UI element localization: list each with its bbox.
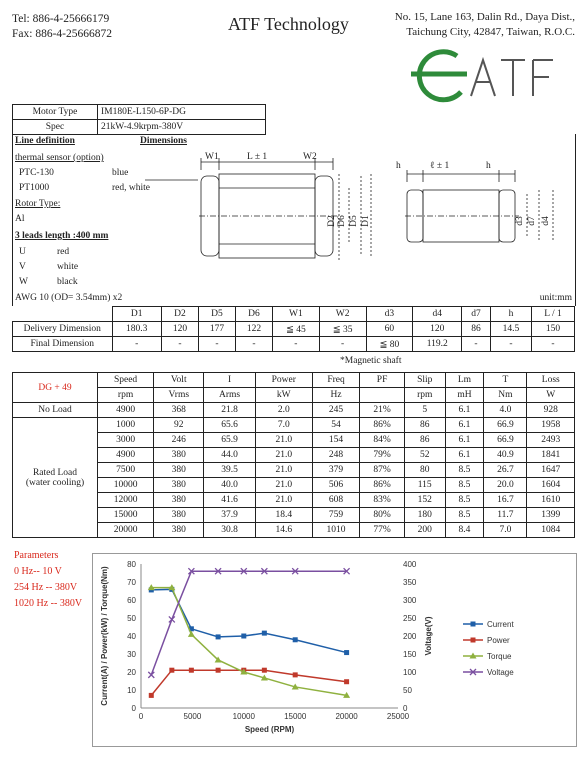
y-tick-label: 40 xyxy=(127,632,136,641)
no-load-label: No Load xyxy=(13,403,98,418)
dim-cell: 150 xyxy=(532,322,575,337)
perf-header-7: Lm xyxy=(445,373,484,388)
rotor-type-value: Al xyxy=(15,214,25,224)
perf-cell: 83% xyxy=(360,493,405,508)
y2-tick-label: 0 xyxy=(403,704,408,713)
y-tick-label: 10 xyxy=(127,686,136,695)
perf-cell: 380 xyxy=(154,508,204,523)
legend-marker xyxy=(471,622,476,627)
perf-unit-4: Hz xyxy=(312,388,359,403)
perf-cell: 26.7 xyxy=(484,463,527,478)
perf-cell: 248 xyxy=(312,448,359,463)
data-point xyxy=(344,650,349,655)
data-point xyxy=(169,668,174,673)
y-tick-label: 50 xyxy=(127,614,136,623)
dim-header-9: h xyxy=(490,307,531,322)
perf-units-row xyxy=(13,388,575,403)
perf-cell: 11.7 xyxy=(484,508,527,523)
dim-w1: W1 xyxy=(205,152,219,162)
data-point xyxy=(293,637,298,642)
perf-cell: 759 xyxy=(312,508,359,523)
lead-u: U xyxy=(19,247,26,257)
perf-cell: 44.0 xyxy=(204,448,255,463)
atf-logo xyxy=(405,44,560,106)
perf-cell: 1841 xyxy=(527,448,575,463)
perf-cell: 180 xyxy=(404,508,445,523)
perf-cell: 2.0 xyxy=(255,403,312,418)
model-label: DG + 49 xyxy=(13,373,98,403)
dim-cell: 119.2 xyxy=(413,337,462,352)
dim-cell: ≦ 80 xyxy=(366,337,413,352)
lead-u-color: red xyxy=(57,247,70,257)
perf-cell: 1647 xyxy=(527,463,575,478)
perf-cell: 14.6 xyxy=(255,523,312,538)
dim-row-label: Delivery Dimension xyxy=(13,322,113,337)
rated-load-row xyxy=(13,493,575,508)
y-tick-label: 0 xyxy=(131,704,136,713)
ptc-color: blue xyxy=(112,168,129,178)
perf-cell: 7500 xyxy=(98,463,154,478)
perf-cell: 18.4 xyxy=(255,508,312,523)
unit-note: unit:mm xyxy=(539,293,572,303)
y2-tick-label: 100 xyxy=(403,668,417,677)
perf-cell: 1399 xyxy=(527,508,575,523)
perf-cell: 20000 xyxy=(98,523,154,538)
perf-cell: 84% xyxy=(360,433,405,448)
perf-header-9: Loss xyxy=(527,373,575,388)
perf-cell: 8.5 xyxy=(445,478,484,493)
rated-load-row xyxy=(13,508,575,523)
y2-tick-label: 250 xyxy=(403,614,417,623)
perf-header-6: Slip xyxy=(404,373,445,388)
dim-cell: 14.5 xyxy=(490,322,531,337)
legend-label: Torque xyxy=(487,652,512,661)
dim-cell: - xyxy=(532,337,575,352)
perf-cell: 41.6 xyxy=(204,493,255,508)
data-point xyxy=(216,634,221,639)
perf-cell: 380 xyxy=(154,478,204,493)
dim-cell: ≦ 45 xyxy=(272,322,319,337)
dim-cell: - xyxy=(490,337,531,352)
data-point xyxy=(293,672,298,677)
param-line-3: 1020 Hz -- 380V xyxy=(14,598,83,609)
dim-cell: - xyxy=(319,337,366,352)
legend-label: Power xyxy=(487,636,510,645)
ptc-label: PTC-130 xyxy=(19,168,54,178)
y2-tick-label: 400 xyxy=(403,560,417,569)
y2-tick-label: 200 xyxy=(403,632,417,641)
perf-header-8: T xyxy=(484,373,527,388)
perf-unit-5 xyxy=(360,388,405,403)
perf-cell: 380 xyxy=(154,523,204,538)
dimensions-title: Dimensions xyxy=(140,136,187,146)
perf-cell: 1604 xyxy=(527,478,575,493)
perf-cell: 4.0 xyxy=(484,403,527,418)
perf-header-1: Volt xyxy=(154,373,204,388)
perf-cell: 6.1 xyxy=(445,448,484,463)
dim-cell: 60 xyxy=(366,322,413,337)
lead-w: W xyxy=(19,277,28,287)
dim-header-0: D1 xyxy=(112,307,161,322)
y-tick-label: 70 xyxy=(127,578,136,587)
dim-cell: ≦ 35 xyxy=(319,322,366,337)
perf-header-3: Power xyxy=(255,373,312,388)
dim-row xyxy=(13,322,575,337)
perf-cell: 21.0 xyxy=(255,478,312,493)
dim-small-l: ℓ ± 1 xyxy=(430,161,450,171)
perf-cell: 8.5 xyxy=(445,463,484,478)
no-load-row xyxy=(13,403,575,418)
y-axis-title: Current(A) / Power(kW) / Torque(Nm) xyxy=(100,566,109,706)
x-axis-title: Speed (RPM) xyxy=(244,725,295,734)
dim-cell: - xyxy=(272,337,319,352)
lead-v: V xyxy=(19,262,26,272)
data-point xyxy=(149,693,154,698)
line-definition-title: Line definition xyxy=(15,136,75,146)
rated-load-label xyxy=(13,418,98,538)
dim-d7: d7 xyxy=(526,216,537,226)
perf-cell: 4900 xyxy=(98,448,154,463)
dim-cell: 180.3 xyxy=(112,322,161,337)
y-tick-label: 60 xyxy=(127,596,136,605)
perf-cell: 52 xyxy=(404,448,445,463)
lead-v-color: white xyxy=(57,262,79,272)
perf-cell: 21.0 xyxy=(255,463,312,478)
dim-cell: - xyxy=(161,337,198,352)
data-point xyxy=(189,668,194,673)
rated-load-row xyxy=(13,433,575,448)
dim-corner xyxy=(13,307,113,322)
dim-d3: d3 xyxy=(514,216,525,226)
dim-header-2: D5 xyxy=(198,307,235,322)
perf-cell: 7.0 xyxy=(255,418,312,433)
dim-row xyxy=(13,337,575,352)
dim-header-8: d7 xyxy=(462,307,491,322)
motor-spec-row xyxy=(13,120,266,135)
perf-cell: 1000 xyxy=(98,418,154,433)
perf-cell: 21.0 xyxy=(255,433,312,448)
perf-cell: 21% xyxy=(360,403,405,418)
perf-cell: 86 xyxy=(404,433,445,448)
dim-header-4: W1 xyxy=(272,307,319,322)
rated-load-sub: (water cooling) xyxy=(25,477,85,488)
dim-header-row xyxy=(13,307,575,322)
perf-cell: 15000 xyxy=(98,508,154,523)
data-point xyxy=(344,679,349,684)
awg-note: AWG 10 (OD= 3.54mm) x2 xyxy=(15,293,123,303)
motor-type-label: Motor Type xyxy=(13,105,98,120)
param-line-2: 254 Hz -- 380V xyxy=(14,582,78,593)
dim-header-7: d4 xyxy=(413,307,462,322)
motor-type-value: IM180E-L150-6P-DG xyxy=(98,105,266,120)
pt-label: PT1000 xyxy=(19,183,50,193)
dim-d5: D5 xyxy=(348,215,359,227)
dim-header-10: L / 1 xyxy=(532,307,575,322)
perf-cell: 380 xyxy=(154,493,204,508)
rated-load-row xyxy=(13,418,575,433)
perf-cell: 54 xyxy=(312,418,359,433)
x-tick-label: 15000 xyxy=(284,712,307,721)
motor-info-table xyxy=(12,104,266,135)
perf-cell: 506 xyxy=(312,478,359,493)
dim-cell: - xyxy=(112,337,161,352)
spec-value: 21kW-4.9krpm-380V xyxy=(98,120,266,135)
y2-tick-label: 50 xyxy=(403,686,412,695)
pt-color: red, white xyxy=(112,183,150,193)
perf-cell: 65.6 xyxy=(204,418,255,433)
perf-cell: 7.0 xyxy=(484,523,527,538)
perf-cell: 65.9 xyxy=(204,433,255,448)
dim-w2: W2 xyxy=(303,152,317,162)
perf-cell: 66.9 xyxy=(484,433,527,448)
perf-cell: 152 xyxy=(404,493,445,508)
dim-header-6: d3 xyxy=(366,307,413,322)
perf-cell: 4900 xyxy=(98,403,154,418)
perf-cell: 200 xyxy=(404,523,445,538)
perf-cell: 66.9 xyxy=(484,418,527,433)
perf-header-4: Freq xyxy=(312,373,359,388)
contact-info xyxy=(12,12,112,42)
dim-cell: 120 xyxy=(161,322,198,337)
perf-cell: 10000 xyxy=(98,478,154,493)
perf-unit-0: rpm xyxy=(98,388,154,403)
legend-marker xyxy=(471,638,476,643)
rated-load-row xyxy=(13,523,575,538)
dim-header-3: D6 xyxy=(235,307,272,322)
dimensions-table xyxy=(12,306,575,352)
perf-unit-7: mH xyxy=(445,388,484,403)
perf-cell: 21.0 xyxy=(255,448,312,463)
data-point xyxy=(216,668,221,673)
tel-text: Tel: 886-4-25666179 xyxy=(12,13,110,25)
dim-d2: D2 xyxy=(326,215,337,227)
x-tick-label: 10000 xyxy=(232,712,255,721)
dim-cell: 86 xyxy=(462,322,491,337)
rated-load-title: Rated Load xyxy=(32,467,78,478)
x-tick-label: 0 xyxy=(138,712,144,721)
dim-l: L ± 1 xyxy=(247,152,268,162)
perf-cell: 6.1 xyxy=(445,403,484,418)
perf-unit-9: W xyxy=(527,388,575,403)
address-line-1: No. 15, Lane 163, Dalin Rd., Daya Dist., xyxy=(394,11,575,23)
performance-table xyxy=(12,372,575,538)
perf-unit-2: Arms xyxy=(204,388,255,403)
perf-cell: 80% xyxy=(360,508,405,523)
perf-unit-3: kW xyxy=(255,388,312,403)
data-point xyxy=(262,668,267,673)
legend-label: Current xyxy=(487,620,514,629)
y2-tick-label: 350 xyxy=(403,578,417,587)
perf-header-0: Speed xyxy=(98,373,154,388)
perf-cell: 1610 xyxy=(527,493,575,508)
spec-label: Spec xyxy=(13,120,98,135)
perf-cell: 8.5 xyxy=(445,493,484,508)
perf-cell: 40.0 xyxy=(204,478,255,493)
perf-cell: 12000 xyxy=(98,493,154,508)
perf-cell: 30.8 xyxy=(204,523,255,538)
dim-cell: - xyxy=(198,337,235,352)
dim-cell: 120 xyxy=(413,322,462,337)
dim-row-label: Final Dimension xyxy=(13,337,113,352)
perf-cell: 40.9 xyxy=(484,448,527,463)
y-tick-label: 30 xyxy=(127,650,136,659)
dim-cell: 177 xyxy=(198,322,235,337)
perf-cell: 37.9 xyxy=(204,508,255,523)
perf-cell: 154 xyxy=(312,433,359,448)
y2-tick-label: 150 xyxy=(403,650,417,659)
perf-cell: 21.8 xyxy=(204,403,255,418)
perf-cell: 39.5 xyxy=(204,463,255,478)
perf-cell: 21.0 xyxy=(255,493,312,508)
perf-header-5: PF xyxy=(360,373,405,388)
line-definition-section xyxy=(12,134,576,306)
perf-cell: 20.0 xyxy=(484,478,527,493)
perf-cell: 5 xyxy=(404,403,445,418)
company-address xyxy=(370,10,575,40)
data-point xyxy=(241,634,246,639)
dim-header-5: W2 xyxy=(319,307,366,322)
perf-unit-8: Nm xyxy=(484,388,527,403)
dim-h-left: h xyxy=(396,161,401,171)
x-tick-label: 5000 xyxy=(183,712,202,721)
param-line-1: 0 Hz-- 10 V xyxy=(14,566,62,577)
perf-unit-1: Vrms xyxy=(154,388,204,403)
perf-cell: 379 xyxy=(312,463,359,478)
perf-cell: 86 xyxy=(404,418,445,433)
x-tick-label: 20000 xyxy=(335,712,358,721)
fax-text: Fax: 886-4-25666872 xyxy=(12,28,112,40)
perf-cell: 368 xyxy=(154,403,204,418)
perf-cell: 6.1 xyxy=(445,433,484,448)
dim-h-right: h xyxy=(486,161,491,171)
perf-cell: 608 xyxy=(312,493,359,508)
perf-cell: 86% xyxy=(360,478,405,493)
parameters-title: Parameters xyxy=(14,550,59,561)
perf-cell: 86% xyxy=(360,418,405,433)
perf-header-row xyxy=(13,373,575,388)
x-tick-label: 25000 xyxy=(386,712,410,721)
perf-cell: 115 xyxy=(404,478,445,493)
series-line-torque xyxy=(151,588,346,696)
perf-cell: 92 xyxy=(154,418,204,433)
perf-cell: 77% xyxy=(360,523,405,538)
perf-cell: 246 xyxy=(154,433,204,448)
dim-d4: d4 xyxy=(540,216,551,226)
perf-cell: 8.4 xyxy=(445,523,484,538)
perf-cell: 1958 xyxy=(527,418,575,433)
dim-d1: D1 xyxy=(360,215,371,227)
lead-w-color: black xyxy=(57,277,78,287)
y2-axis-title: Voltage(V) xyxy=(424,616,433,656)
dim-cell: - xyxy=(235,337,272,352)
dim-cell: 122 xyxy=(235,322,272,337)
perf-unit-6: rpm xyxy=(404,388,445,403)
magnetic-shaft-note: *Magnetic shaft xyxy=(340,356,402,366)
data-point xyxy=(188,631,195,637)
rated-load-row xyxy=(13,478,575,493)
motor-type-row xyxy=(13,105,266,120)
perf-cell: 1010 xyxy=(312,523,359,538)
legend-label: Voltage xyxy=(487,668,514,677)
dim-cell: - xyxy=(462,337,491,352)
perf-cell: 928 xyxy=(527,403,575,418)
rated-load-row xyxy=(13,463,575,478)
perf-cell: 87% xyxy=(360,463,405,478)
thermal-sensor-label: thermal sensor (option) xyxy=(15,153,104,163)
y-tick-label: 80 xyxy=(127,560,136,569)
y2-tick-label: 300 xyxy=(403,596,417,605)
perf-cell: 16.7 xyxy=(484,493,527,508)
perf-cell: 245 xyxy=(312,403,359,418)
perf-cell: 1084 xyxy=(527,523,575,538)
dim-d6: D6 xyxy=(336,215,347,227)
series-line-voltage xyxy=(151,571,346,675)
perf-cell: 2493 xyxy=(527,433,575,448)
perf-header-2: I xyxy=(204,373,255,388)
perf-cell: 80 xyxy=(404,463,445,478)
y-tick-label: 20 xyxy=(127,668,136,677)
address-line-2: Taichung City, 42847, Taiwan, R.O.C. xyxy=(406,26,575,38)
parameters-block xyxy=(14,548,82,612)
perf-cell: 380 xyxy=(154,448,204,463)
company-title: ATF Technology xyxy=(228,14,349,34)
rotor-type-label: Rotor Type: xyxy=(15,199,61,209)
perf-cell: 6.1 xyxy=(445,418,484,433)
performance-chart xyxy=(92,553,577,747)
leads-length: 3 leads length :400 mm xyxy=(15,231,109,241)
perf-cell: 79% xyxy=(360,448,405,463)
perf-cell: 8.5 xyxy=(445,508,484,523)
rated-load-row xyxy=(13,448,575,463)
perf-cell: 3000 xyxy=(98,433,154,448)
perf-cell: 380 xyxy=(154,463,204,478)
data-point xyxy=(262,631,267,636)
chart-svg xyxy=(93,554,576,746)
dim-header-1: D2 xyxy=(161,307,198,322)
